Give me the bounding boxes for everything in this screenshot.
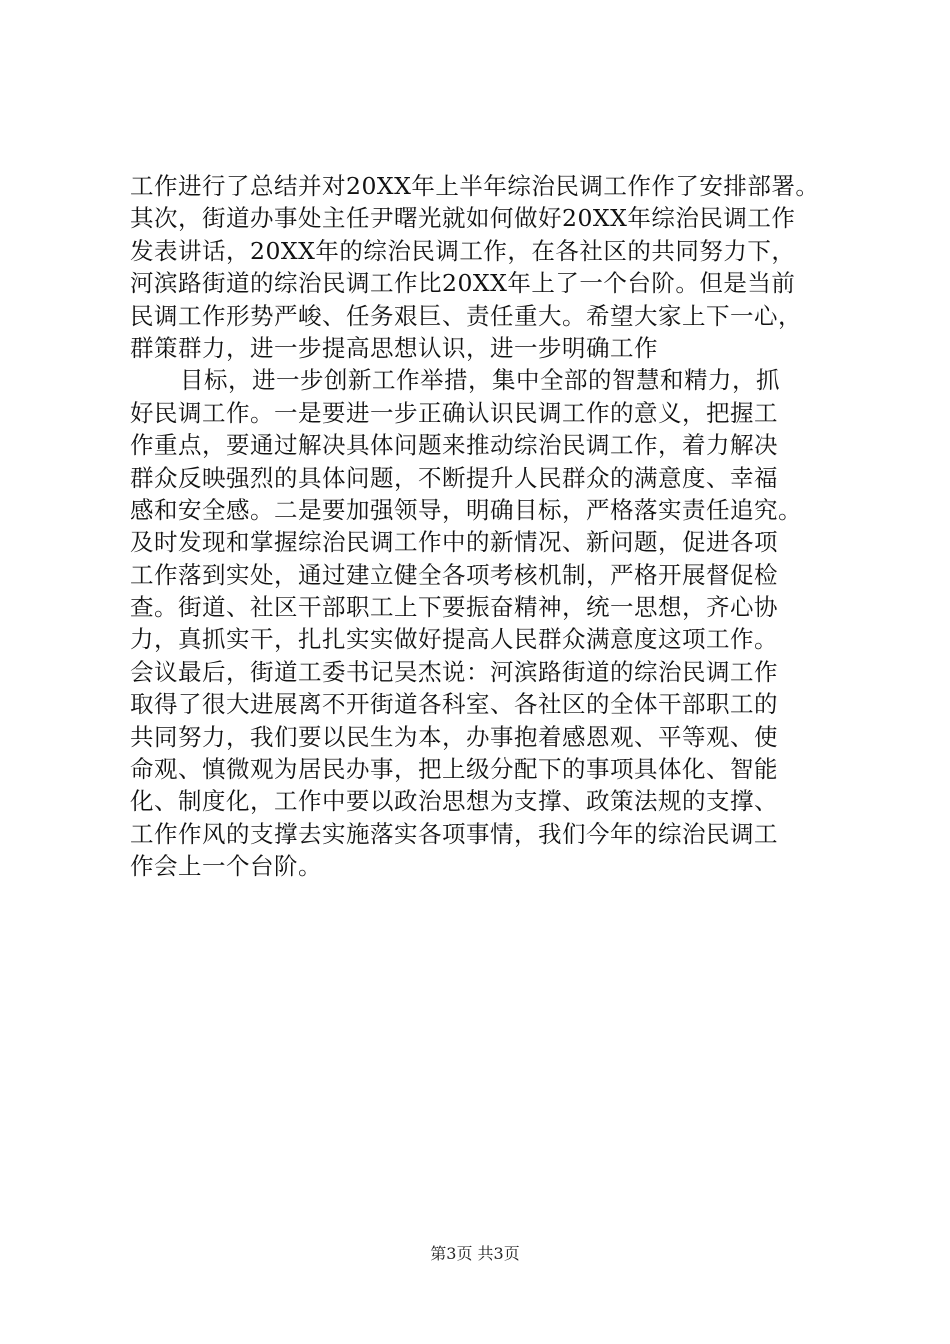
text-line: 查。街道、社区干部职工上下要振奋精神，统一思想，齐心协 (130, 593, 778, 622)
text-line: 民调工作形势严峻、任务艰巨、责任重大。希望大家上下一心， (130, 301, 802, 330)
text-line: 化、制度化，工作中要以政治思想为支撑、政策法规的支撑、 (130, 787, 778, 816)
text-line: 河滨路街道的综治民调工作比20XX年上了一个台阶。但是当前 (130, 269, 796, 298)
document-body (130, 170, 830, 883)
text-line: 共同努力，我们要以民生为本，办事抱着感恩观、平等观、使 (130, 722, 778, 751)
text-line: 群策群力，进一步提高思想认识，进一步明确工作 (130, 333, 658, 362)
text-line: 感和安全感。二是要加强领导，明确目标，严格落实责任追究。 (130, 495, 802, 524)
text-line: 发表讲话，20XX年的综治民调工作，在各社区的共同努力下， (130, 236, 796, 265)
text-line: 命观、慎微观为居民办事，把上级分配下的事项具体化、智能 (130, 755, 778, 784)
text-line: 作重点，要通过解决具体问题来推动综治民调工作，着力解决 (130, 431, 778, 460)
text-line: 工作落到实处，通过建立健全各项考核机制，严格开展督促检 (130, 560, 778, 589)
text-line: 好民调工作。一是要进一步正确认识民调工作的意义，把握工 (130, 398, 778, 427)
text-line: 群众反映强烈的具体问题，不断提升人民群众的满意度、幸福 (130, 463, 778, 492)
text-line: 会议最后，街道工委书记吴杰说：河滨路街道的综治民调工作 (130, 657, 778, 686)
text-line: 及时发现和掌握综治民调工作中的新情况、新问题，促进各项 (130, 528, 778, 557)
text-line: 工作进行了总结并对20XX年上半年综治民调工作作了安排部署。 (130, 172, 820, 200)
text-line: 力，真抓实干，扎扎实实做好提高人民群众满意度这项工作。 (130, 625, 778, 654)
text-line: 工作作风的支撑去实施落实各项事情，我们今年的综治民调工 (130, 819, 778, 848)
text-line: 取得了很大进展离不开街道各科室、各社区的全体干部职工的 (130, 690, 778, 719)
text-line: 作会上一个台阶。 (130, 852, 322, 881)
text-line: 其次，街道办事处主任尹曙光就如何做好20XX年综治民调工作 (130, 204, 796, 233)
text-line: 目标，进一步创新工作举措，集中全部的智慧和精力，抓 (180, 366, 780, 395)
page-footer (0, 1244, 950, 1264)
page-number-label: 第3页 共3页 (430, 1244, 520, 1263)
